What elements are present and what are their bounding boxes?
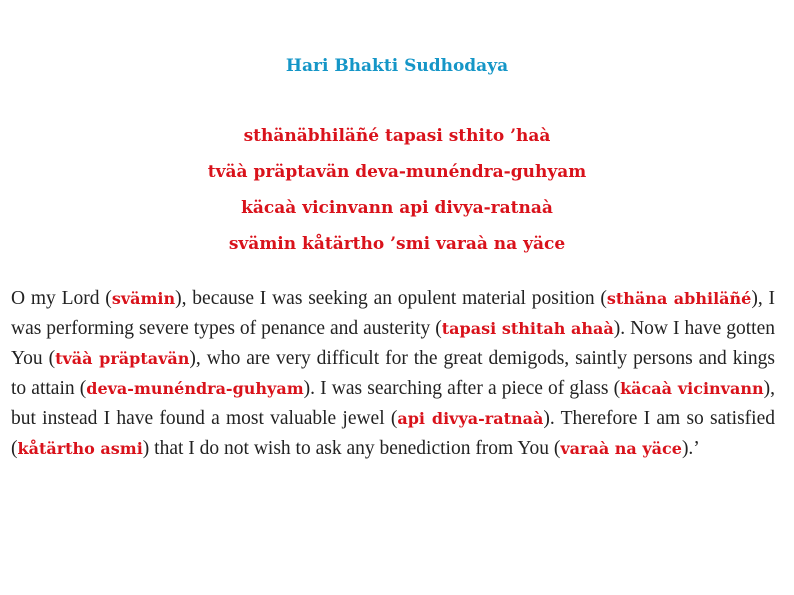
translation-text: ), who are very difficult for the great demigods, saintly persons and kings to attain (: [11, 348, 776, 399]
translation-text: ), but instead I have found a most valuable jewel (: [11, 378, 775, 429]
sanskrit-term: tapasi sthitah ahaà: [441, 319, 614, 338]
translation-text: ) that I do not wish to ask any benediction from You (: [142, 438, 561, 459]
page-title: Hari Bhakti Sudhodaya: [285, 56, 509, 76]
translation-text: ). Now I have gotten You (: [11, 318, 775, 369]
sanskrit-term: deva-munéndra-guhyam: [86, 379, 304, 398]
translation-text: ).’: [681, 438, 700, 459]
sanskrit-term: sthäna abhiläñé: [606, 289, 752, 308]
sanskrit-term: svämin: [111, 289, 176, 308]
translation-text: ), because I was seeking an opulent material position (: [175, 288, 607, 309]
sanskrit-term: kåtärtho asmi: [17, 439, 143, 458]
sanskrit-verse: [0, 118, 794, 262]
translation-text: ). I was searching after a piece of glass (: [303, 378, 621, 399]
verse-line: tväà präptavän deva-munéndra-guhyam: [207, 162, 587, 182]
verse-line: svämin kåtärtho ’smi varaà na yäce: [228, 234, 566, 254]
translation-text: ), I was performing severe types of penance and austerity (: [11, 288, 775, 339]
sanskrit-term: api divya-ratnaà: [397, 409, 544, 428]
verse-line: käcaà vicinvann api divya-ratnaà: [241, 198, 553, 218]
translation-text: O my Lord (: [11, 288, 112, 309]
translation-paragraph: [11, 284, 775, 464]
verse-line: sthänäbhiläñé tapasi sthito ’haà: [243, 126, 551, 146]
sanskrit-term: varaà na yäce: [560, 439, 682, 458]
sanskrit-term: käcaà vicinvann: [620, 379, 764, 398]
translation-text: ). Therefore I am so satisfied (: [11, 408, 775, 459]
sanskrit-term: tväà präptavän: [55, 349, 190, 368]
